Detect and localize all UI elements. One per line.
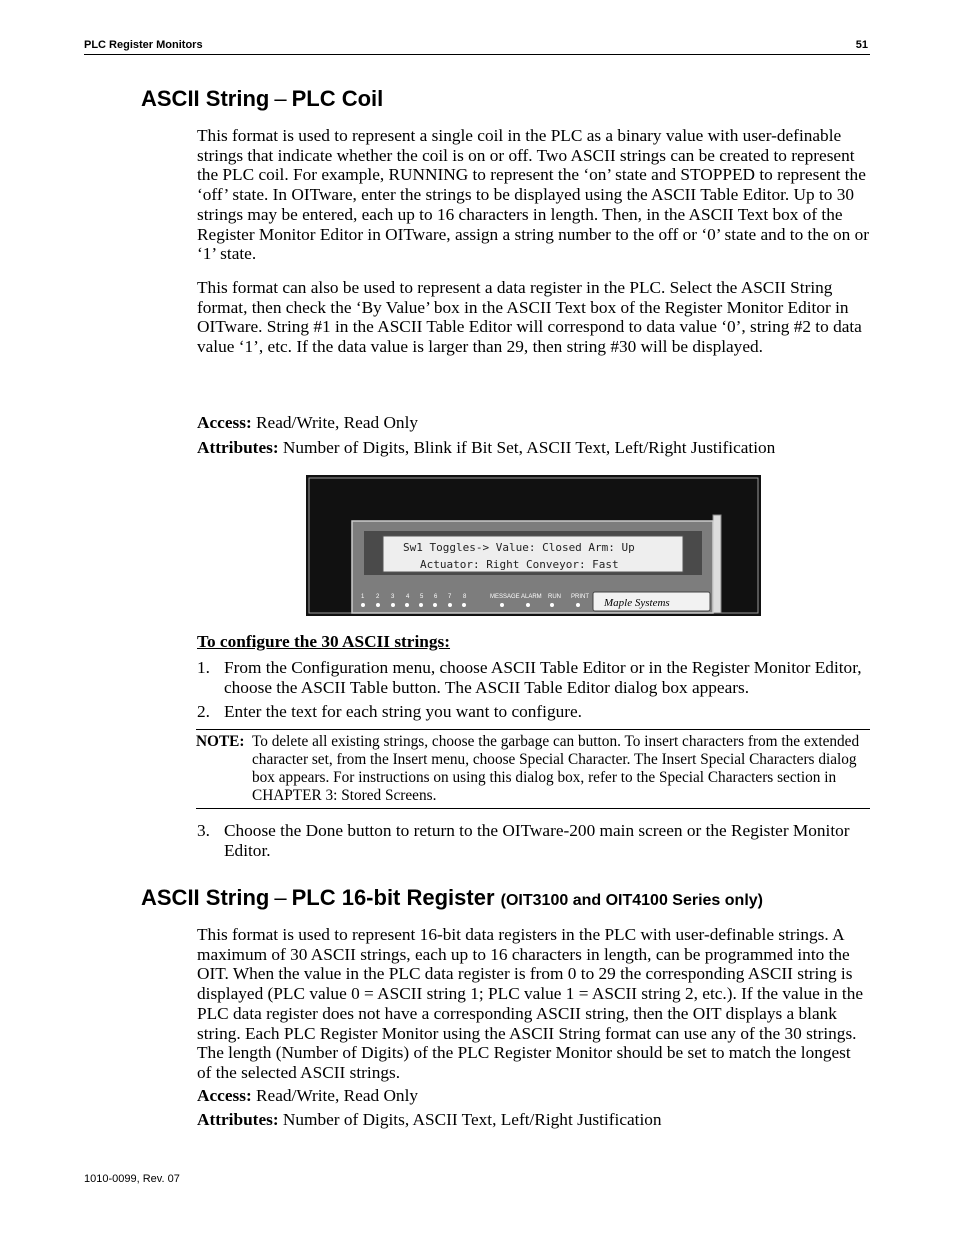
heading-part-b: PLC 16-bit Register xyxy=(291,885,495,910)
attributes-label: Attributes: xyxy=(197,438,279,457)
page-footer: 1010-0099, Rev. 07 xyxy=(84,1173,180,1185)
configure-heading: To configure the 30 ASCII strings: xyxy=(197,632,451,651)
heading-part-b: PLC Coil xyxy=(291,86,384,111)
status-label-run: RUN xyxy=(548,594,561,600)
section-heading-16bit-register xyxy=(141,885,763,911)
heading-separator: – xyxy=(274,885,287,910)
led-label-4: 4 xyxy=(406,594,410,600)
note-text: To delete all existing strings, choose the garbage can button. To insert characters from the extended character set, from the Insert menu, choose Special Character. The Insert Special Characters dialog box appears. For instructions on using this dialog box, refer to the Special Characters section in CHAPTER 3: Stored Screens. xyxy=(252,733,860,804)
oit-device-svg xyxy=(306,475,761,616)
attributes-line xyxy=(197,438,775,458)
status-label-alarm: ALARM xyxy=(521,594,542,600)
step-text: From the Configuration menu, choose ASCII Table Editor or in the Register Monitor Editor, choose the ASCII Table button. The ASCII Table Editor dialog box appears. xyxy=(224,658,862,697)
note-label: NOTE: xyxy=(196,733,245,750)
step-3 xyxy=(197,821,869,860)
paragraph-coil-description: This format is used to represent a single coil in the PLC as a binary value with user-definable strings that indicate whether the coil is on or off. Two ASCII strings can be created to represent the PLC coil. For example, RUNNING to represent the ‘on’ state and STOPPED to represent the ‘off’ state. In OITware, enter the strings to be displayed using the ASCII Table Editor. Up to 30 strings may be entered, each up to 16 characters in length. Then, in the ASCII Text box of the Register Monitor Editor in OITware, assign a string number to the off or ‘0’ state and to the on or ‘1’ state. xyxy=(197,126,869,264)
heading-part-a: ASCII String xyxy=(141,86,270,111)
brand-logo-text: Maple Systems xyxy=(604,597,670,609)
led-label-7: 7 xyxy=(448,594,452,600)
note-box xyxy=(196,729,870,809)
led-label-2: 2 xyxy=(376,594,380,600)
step-number: 2. xyxy=(197,702,210,721)
heading-separator: – xyxy=(274,86,287,111)
step-text: Enter the text for each string you want to configure. xyxy=(224,702,582,721)
access-value: Read/Write, Read Only xyxy=(251,413,419,432)
attributes-value: Number of Digits, ASCII Text, Left/Right Justification xyxy=(278,1110,662,1129)
status-label-print: PRINT xyxy=(571,594,589,600)
led-label-3: 3 xyxy=(391,594,395,600)
status-label-message: MESSAGE xyxy=(490,594,520,600)
section-heading-plc-coil xyxy=(141,86,383,112)
attributes-value: Number of Digits, Blink if Bit Set, ASCII Text, Left/Right Justification xyxy=(278,438,776,457)
step-number: 1. xyxy=(197,658,210,677)
access-label: Access: xyxy=(197,1086,252,1105)
step-2 xyxy=(197,702,869,722)
access-line xyxy=(197,413,418,433)
page-header xyxy=(84,38,870,55)
paragraph-16bit-description: This format is used to represent 16-bit data registers in the PLC with user-definable strings. A maximum of 30 ASCII strings, each up to 16 characters in length, can be programmed into the OIT. When the value in the PLC data register is from 0 to 29 the corresponding ASCII string is displayed (PLC value 0 = ASCII string 1; PLC value 1 = ASCII string 2, etc.). If the value in the PLC data register does not have a corresponding ASCII string, then the OIT displays a blank string. Each PLC Register Monitor using the ASCII String format can use any of the 30 strings. The length (Number of Digits) of the PLC Register Monitor should be set to match the longest of the selected ASCII strings. xyxy=(197,925,864,1082)
led-label-5: 5 xyxy=(420,594,424,600)
paragraph-data-register-description: This format can also be used to represent a data register in the PLC. Select the ASCII String format, then check the ‘By Value’ box in the ASCII Text box of the Register Monitor Editor in OITware. String #1 in the ASCII Table Editor will correspond to data value ‘0’, string #2 to data value ‘1’, etc. If the data value is larger than 29, then string #30 will be displayed. xyxy=(197,278,862,357)
oit-device-illustration xyxy=(306,475,761,616)
heading-part-a: ASCII String xyxy=(141,885,270,910)
step-1 xyxy=(197,658,869,697)
led-label-1: 1 xyxy=(361,594,365,600)
heading-series-note: (OIT3100 and OIT4100 Series only) xyxy=(500,892,763,909)
attributes-label: Attributes: xyxy=(197,1110,279,1129)
access-label: Access: xyxy=(197,413,252,432)
access-value: Read/Write, Read Only xyxy=(251,1086,419,1105)
access-line-2 xyxy=(197,1086,418,1106)
step-text: Choose the Done button to return to the OITware-200 main screen or the Register Monitor Editor. xyxy=(224,821,850,860)
lcd-line-1: Sw1 Toggles-> Value: Closed Arm: Up xyxy=(403,541,635,554)
header-page-number: 51 xyxy=(855,39,868,51)
led-label-8: 8 xyxy=(463,594,467,600)
attributes-line-2 xyxy=(197,1110,662,1130)
lcd-line-2: Actuator: Right Conveyor: Fast xyxy=(420,558,619,571)
led-label-6: 6 xyxy=(434,594,438,600)
step-number: 3. xyxy=(197,821,210,840)
header-section-title: PLC Register Monitors xyxy=(84,39,203,51)
